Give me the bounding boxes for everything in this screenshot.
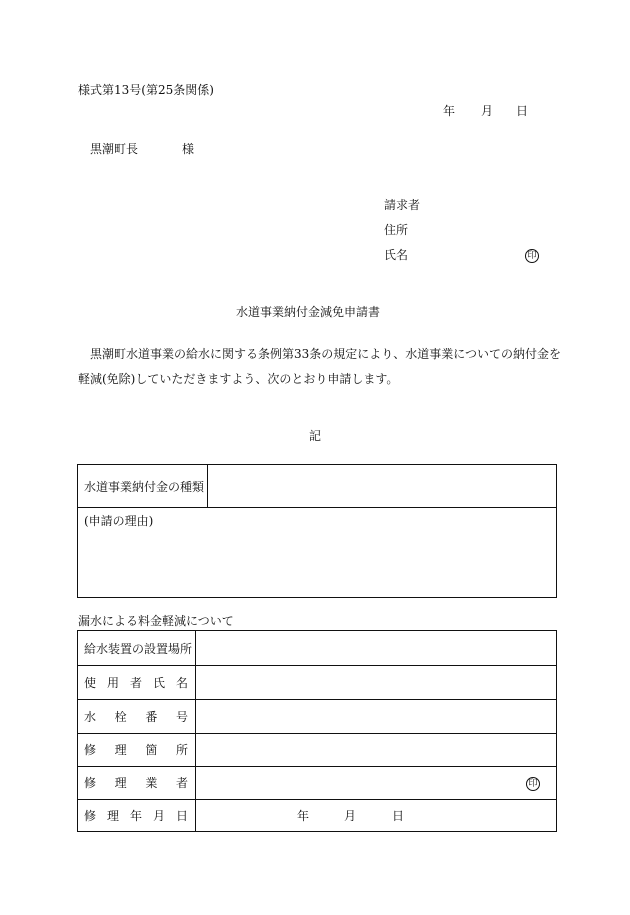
ki-heading: 記	[309, 429, 322, 443]
repair-date-day: 日	[392, 809, 405, 823]
repair-location-label: 修 理 箇 所	[84, 743, 188, 757]
requester-heading: 請求者	[384, 198, 421, 212]
addressee-honorific: 様	[182, 142, 195, 156]
fee-type-table	[77, 464, 557, 598]
install-location-label: 給水装置の設置場所	[84, 642, 193, 656]
repair-date-year: 年	[297, 809, 310, 823]
form-number: 様式第13号(第25条関係)	[78, 83, 214, 97]
addressee: 黒潮町長	[90, 142, 139, 156]
body-line-1: 黒潮町水道事業の給水に関する条例第33条の規定により、水道事業についての納付金を	[90, 347, 562, 361]
application-reason-label: (申請の理由)	[84, 514, 154, 528]
date-day-label: 日	[516, 104, 529, 118]
repairer-label: 修 理 業 者	[84, 776, 188, 790]
body-line-2: 軽減(免除)していただきますよう、次のとおり申請します。	[78, 372, 399, 386]
date-year-label: 年	[443, 104, 456, 118]
repair-date-month: 月	[344, 809, 357, 823]
meter-number-label: 水 栓 番 号	[84, 710, 188, 724]
user-name-label: 使 用 者 氏 名	[84, 676, 188, 690]
repairer-seal-icon: 印	[526, 777, 540, 791]
requester-name-label: 氏名	[384, 248, 409, 262]
fee-type-label: 水道事業納付金の種類	[84, 480, 205, 494]
leak-table	[77, 630, 557, 832]
date-month-label: 月	[481, 104, 494, 118]
requester-address-label: 住所	[384, 223, 409, 237]
seal-icon: 印	[525, 249, 539, 263]
repair-date-label: 修 理 年 月 日	[84, 809, 188, 823]
leak-section-heading: 漏水による料金軽減について	[78, 614, 234, 628]
document-title: 水道事業納付金減免申請書	[236, 305, 381, 319]
